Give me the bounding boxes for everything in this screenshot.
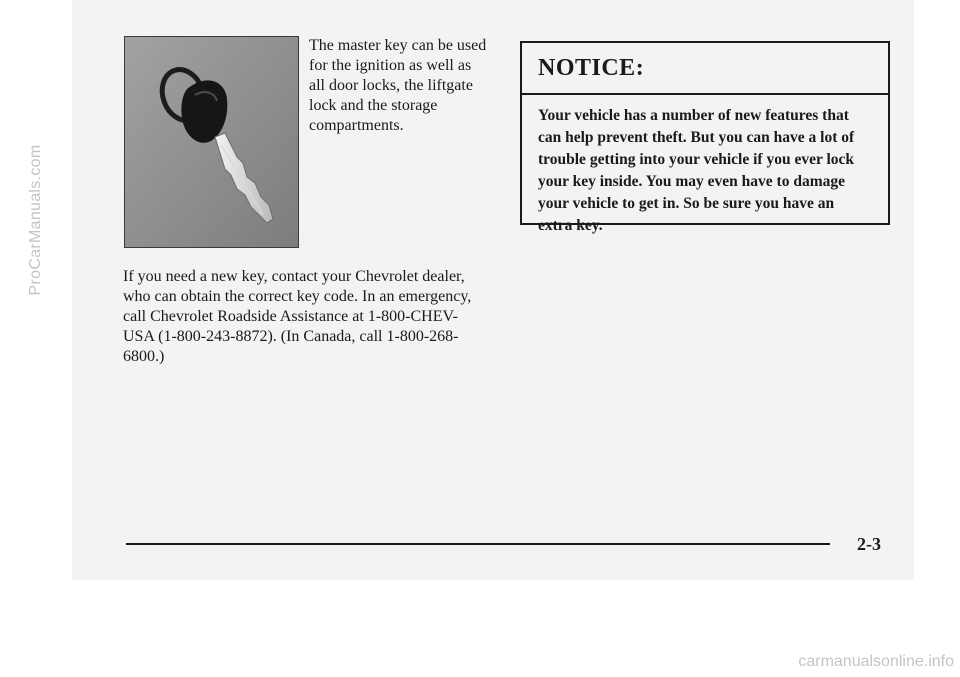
notice-box [520, 41, 890, 234]
photo-caption: The master key can be used for the ignition as well as all door locks, the liftgate lock and the storage compartments. [309, 37, 487, 134]
notice-title: NOTICE: [522, 43, 888, 95]
bottom-watermark: carmanualsonline.info [798, 653, 954, 670]
key-photo [124, 36, 299, 248]
page-number: 2-3 [857, 534, 881, 554]
footer-rule [126, 543, 830, 545]
side-watermark-text: ProCarManuals.com [27, 144, 44, 296]
key-icon [125, 37, 298, 247]
new-key-paragraph: If you need a new key, contact your Chevrolet dealer, who can obtain the correct key code. In an emergency, call Chevrolet Roadside Assistance at 1-800-CHEV-USA (1-800-243-8872). (In Canada, call 1-800-268-6800.) [123, 268, 472, 365]
notice-body: Your vehicle has a number of new features that can help prevent theft. But you can have a lot of trouble getting into your vehicle if you ever lock your key inside. You may even have to damage your vehicle to get in. So be sure you have an extra key. [538, 107, 855, 234]
side-watermark [0, 0, 72, 580]
